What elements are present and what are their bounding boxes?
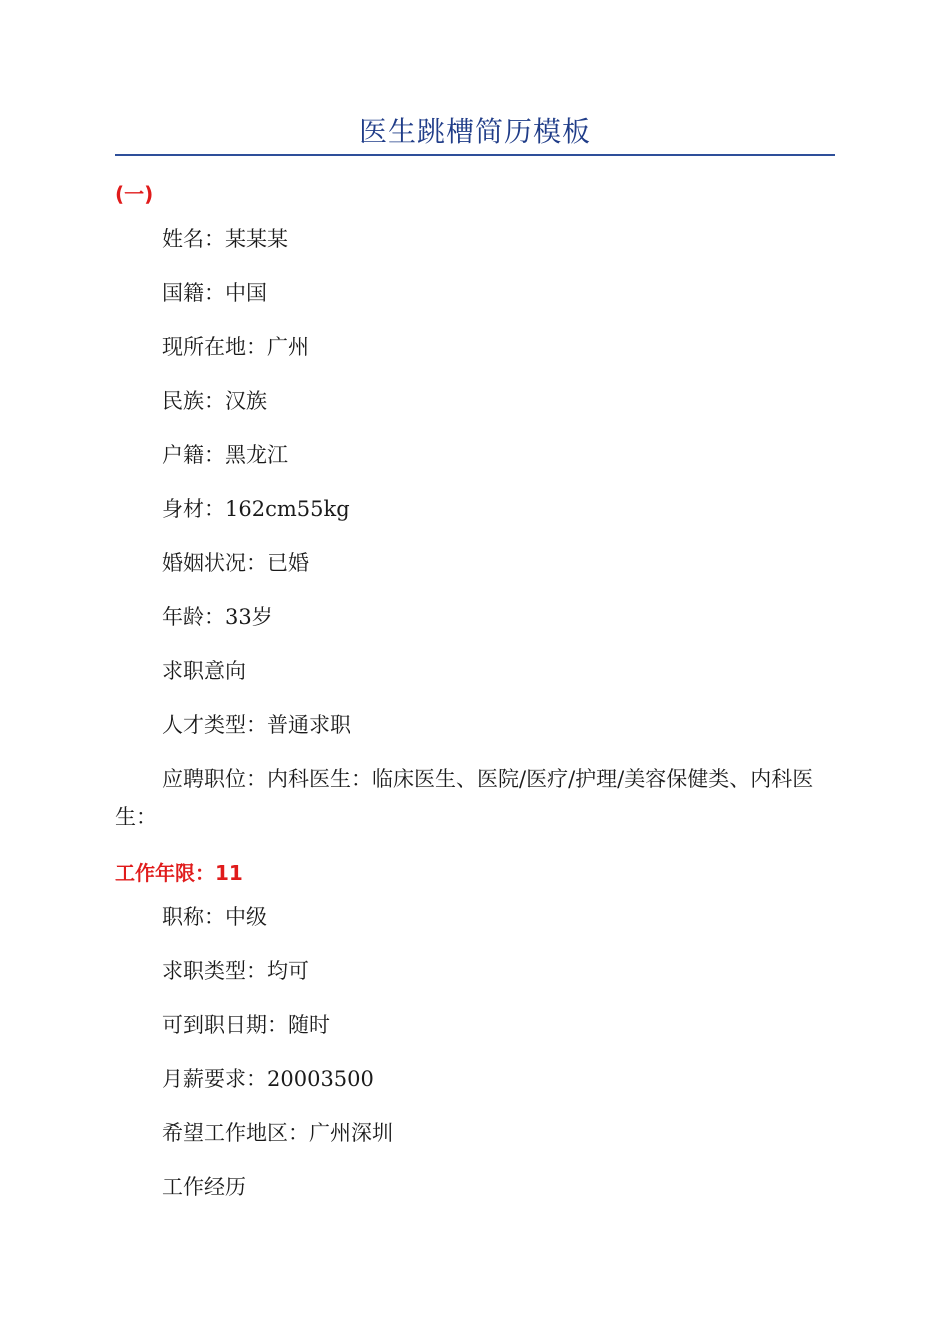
work-years-heading: 工作年限：11 — [115, 861, 243, 885]
section-marker: (一) — [115, 182, 154, 206]
field-talent-type: 人才类型：普通求职 — [162, 713, 351, 737]
field-name: 姓名：某某某 — [162, 227, 288, 251]
field-position: 应聘职位：内科医生：临床医生、医院/医疗/护理/美容保健类、内科医生： — [115, 767, 814, 829]
field-location: 现所在地：广州 — [162, 335, 309, 359]
field-nationality: 国籍：中国 — [162, 281, 267, 305]
field-salary: 月薪要求：20003500 — [162, 1067, 374, 1091]
field-preferred-area: 希望工作地区：广州深圳 — [162, 1121, 393, 1145]
field-ethnicity: 民族：汉族 — [162, 389, 267, 413]
field-available-date: 可到职日期：随时 — [162, 1013, 330, 1037]
job-intent-heading: 求职意向 — [162, 659, 246, 683]
field-physique: 身材：162cm55kg — [162, 497, 350, 521]
field-marital-status: 婚姻状况：已婚 — [162, 551, 309, 575]
document-title: 医生跳槽简历模板 — [358, 115, 591, 148]
field-job-type: 求职类型：均可 — [162, 959, 309, 983]
title-underline — [115, 154, 835, 156]
field-title-rank: 职称：中级 — [162, 905, 267, 929]
field-household-registration: 户籍：黑龙江 — [162, 443, 288, 467]
work-experience-heading: 工作经历 — [162, 1175, 246, 1199]
field-age: 年龄：33岁 — [162, 605, 273, 629]
